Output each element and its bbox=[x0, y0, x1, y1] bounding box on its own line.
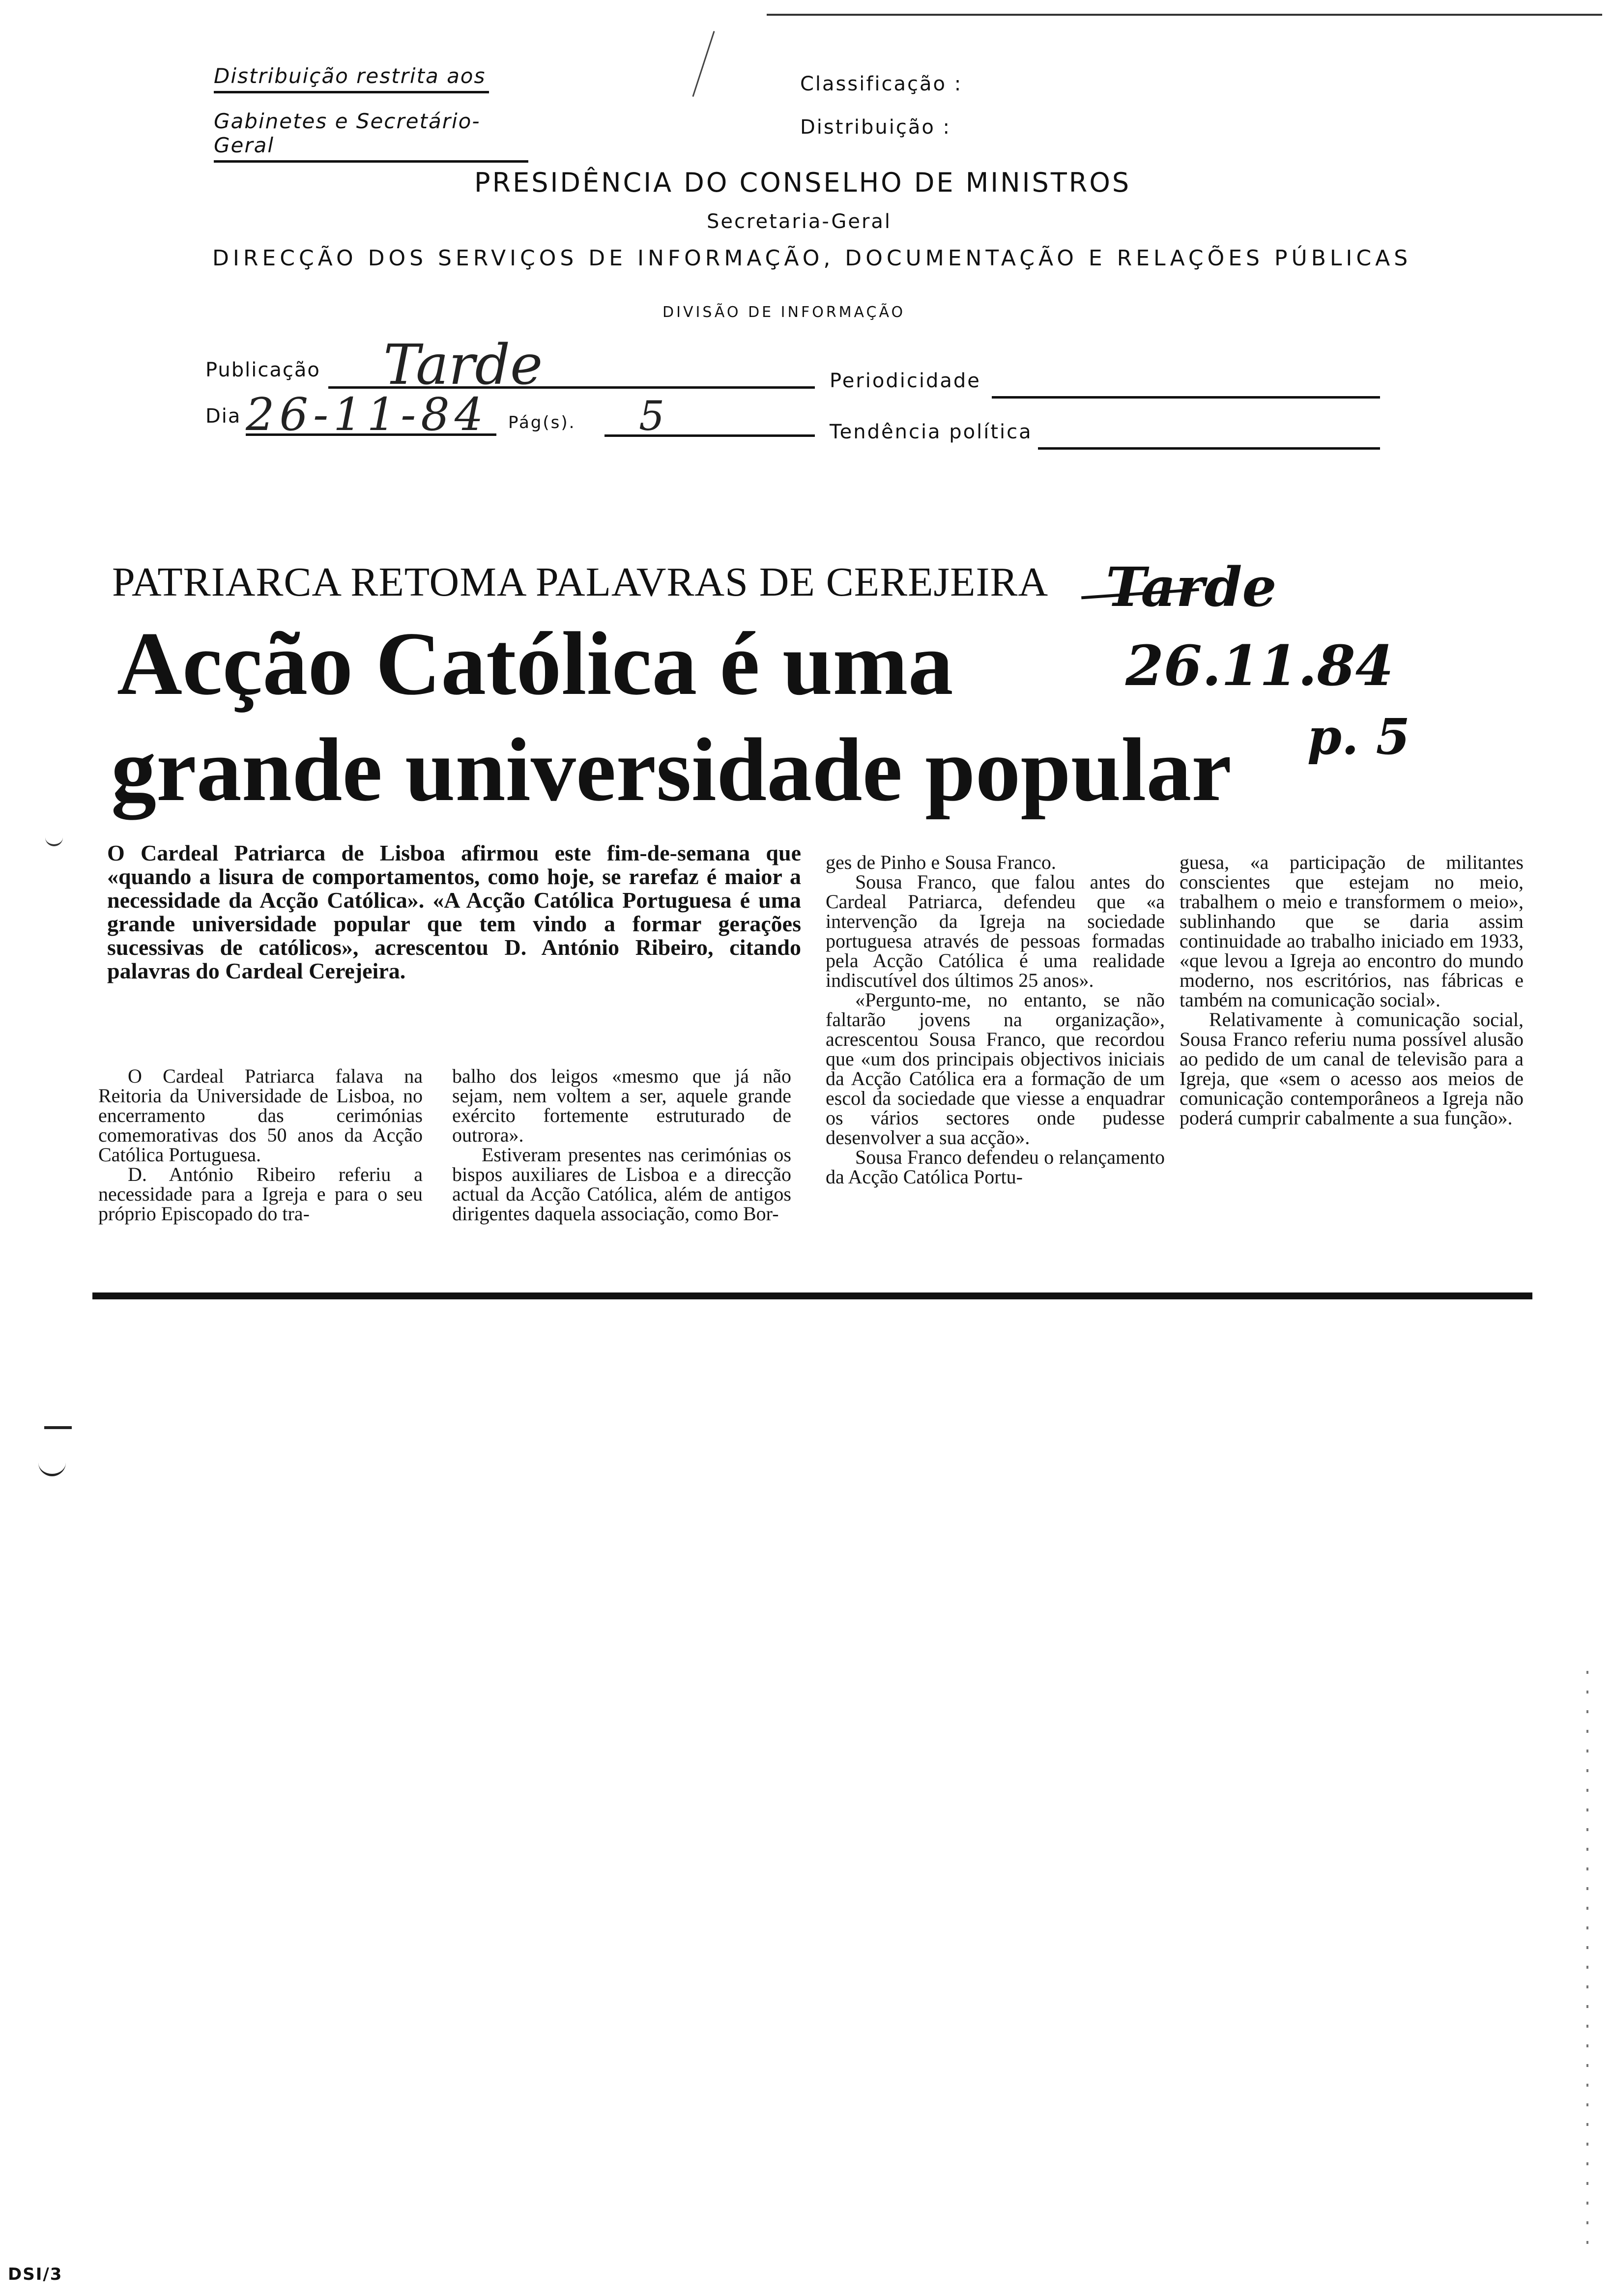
article-column-3 bbox=[826, 853, 1165, 1187]
political-tendency-field-line bbox=[1038, 447, 1380, 450]
margin-bracket-mark bbox=[38, 1462, 66, 1476]
handwritten-date: 26.11.84 bbox=[1125, 634, 1394, 698]
pages-label: Pág(s). bbox=[508, 413, 576, 432]
article-lead: O Cardeal Patriarca de Lisboa afirmou este fim-de-semana que «quando a lisura de comportamentos, como hoje, se rarefaz é maior a necessidade da Acção Católica». «A Acção Católica Portuguesa é uma grande universidade popular que tem vindo a formar gerações sucessivas de católicos», acrescentou D. António Ribeiro, citando palavras do Cardeal Cerejeira. bbox=[107, 840, 801, 983]
division-name: DIVISÃO DE INFORMAÇÃO bbox=[662, 304, 906, 321]
col3-paragraph-1: ges de Pinho e Sousa Franco. bbox=[826, 851, 1056, 873]
periodicity-label: Periodicidade bbox=[830, 370, 981, 392]
form-code: DSI/3 bbox=[8, 2265, 63, 2284]
col1-paragraph-1: O Cardeal Patriarca falava na Reitoria da Universidade de Lisboa, no encerramento das cerimónias comemorativas dos 50 anos da Acção Católica Portuguesa. bbox=[98, 1065, 423, 1166]
article-column-4 bbox=[1180, 853, 1524, 1128]
col4-paragraph-1: guesa, «a participação de militantes conscientes que estejam no meio, trabalhem o meio e transformem o meio», sublinhando que se daria assim continuidade ao trabalho iniciado em 1933, «que levou a Igreja ao encontro do mundo moderno, nos escritórios, nas fábricas e também na comunicação social». bbox=[1180, 851, 1524, 1011]
directorate-name: DIRECÇÃO DOS SERVIÇOS DE INFORMAÇÃO, DOCUMENTAÇÃO E RELAÇÕES PÚBLICAS bbox=[212, 246, 1412, 271]
distribution-note-line1: Distribuição restrita aos bbox=[214, 64, 489, 93]
pen-stroke bbox=[692, 31, 715, 97]
scan-edge-line bbox=[767, 14, 1602, 16]
organization-name: PRESIDÊNCIA DO CONSELHO DE MINISTROS bbox=[474, 167, 1131, 198]
article-column-2 bbox=[452, 1066, 791, 1224]
col3-paragraph-3: «Pergunto-me, no entanto, se não faltarão jovens na organização», acrescentou Sousa Franco, que recordou que «um dos principais objectivos iniciais da Acção Católica era a formação de um escol da sociedade que viesse a enquadrar os vários sectores onde pudesse desenvolver a sua acção». bbox=[826, 989, 1165, 1148]
article-column-1 bbox=[98, 1066, 423, 1224]
col3-paragraph-4: Sousa Franco defendeu o relançamento da Acção Católica Portu- bbox=[826, 1146, 1165, 1188]
margin-bracket-mark bbox=[45, 835, 63, 846]
day-label: Dia bbox=[205, 405, 241, 428]
classification-label: Classificação : bbox=[800, 73, 963, 95]
distribution-label: Distribuição : bbox=[800, 116, 951, 139]
distribution-note-line2: Gabinetes e Secretário-Geral bbox=[214, 109, 528, 163]
col2-paragraph-1: balho dos leigos «mesmo que já não sejam, nem voltem a ser, aquele grande exército fortemente estruturado de outrora». bbox=[452, 1065, 791, 1146]
handwritten-page: p. 5 bbox=[1307, 708, 1410, 766]
day-value: 26-11-84 bbox=[246, 388, 489, 441]
scan-edge-speckle bbox=[1586, 1671, 1588, 2261]
col2-paragraph-2: Estiveram presentes nas cerimónias os bispos auxiliares de Lisboa e a direcção actual da Acção Católica, além de antigos dirigentes daquela associação, como Bor- bbox=[452, 1144, 791, 1225]
pages-field-line bbox=[604, 434, 815, 437]
article-headline-line1: Acção Católica é uma bbox=[117, 613, 953, 714]
article-kicker: PATRIARCA RETOMA PALAVRAS DE CEREJEIRA bbox=[112, 559, 1049, 605]
publication-label: Publicação bbox=[205, 359, 320, 381]
col4-paragraph-2: Relativamente à comunicação social, Sousa Franco referiu numa possível alusão ao pedido de um canal de televisão para a Igreja, que «sem o acesso aos meios de comunicação contemporâneos a Igreja não poderá cumprir cabalmente a sua função». bbox=[1180, 1008, 1524, 1129]
secretariat-name: Secretaria-Geral bbox=[707, 210, 892, 233]
clipping-bottom-rule bbox=[92, 1292, 1532, 1299]
col1-paragraph-2: D. António Ribeiro referiu a necessidade para a Igreja e para o seu próprio Episcopado do tra- bbox=[98, 1163, 423, 1225]
handwritten-source: Tarde bbox=[1106, 555, 1277, 619]
col3-paragraph-2: Sousa Franco, que falou antes do Cardeal Patriarca, defendeu que «a intervenção da Igreja na sociedade portuguesa através de pessoas formadas pela Acção Católica é uma realidade indiscutível dos últimos 25 anos». bbox=[826, 871, 1165, 991]
article-headline-line2: grande universidade popular bbox=[111, 719, 1232, 820]
margin-punch-mark bbox=[44, 1426, 72, 1429]
periodicity-field-line bbox=[992, 396, 1380, 399]
political-tendency-label: Tendência política bbox=[830, 421, 1033, 443]
publication-value: Tarde bbox=[383, 333, 543, 397]
pages-value: 5 bbox=[639, 393, 665, 440]
